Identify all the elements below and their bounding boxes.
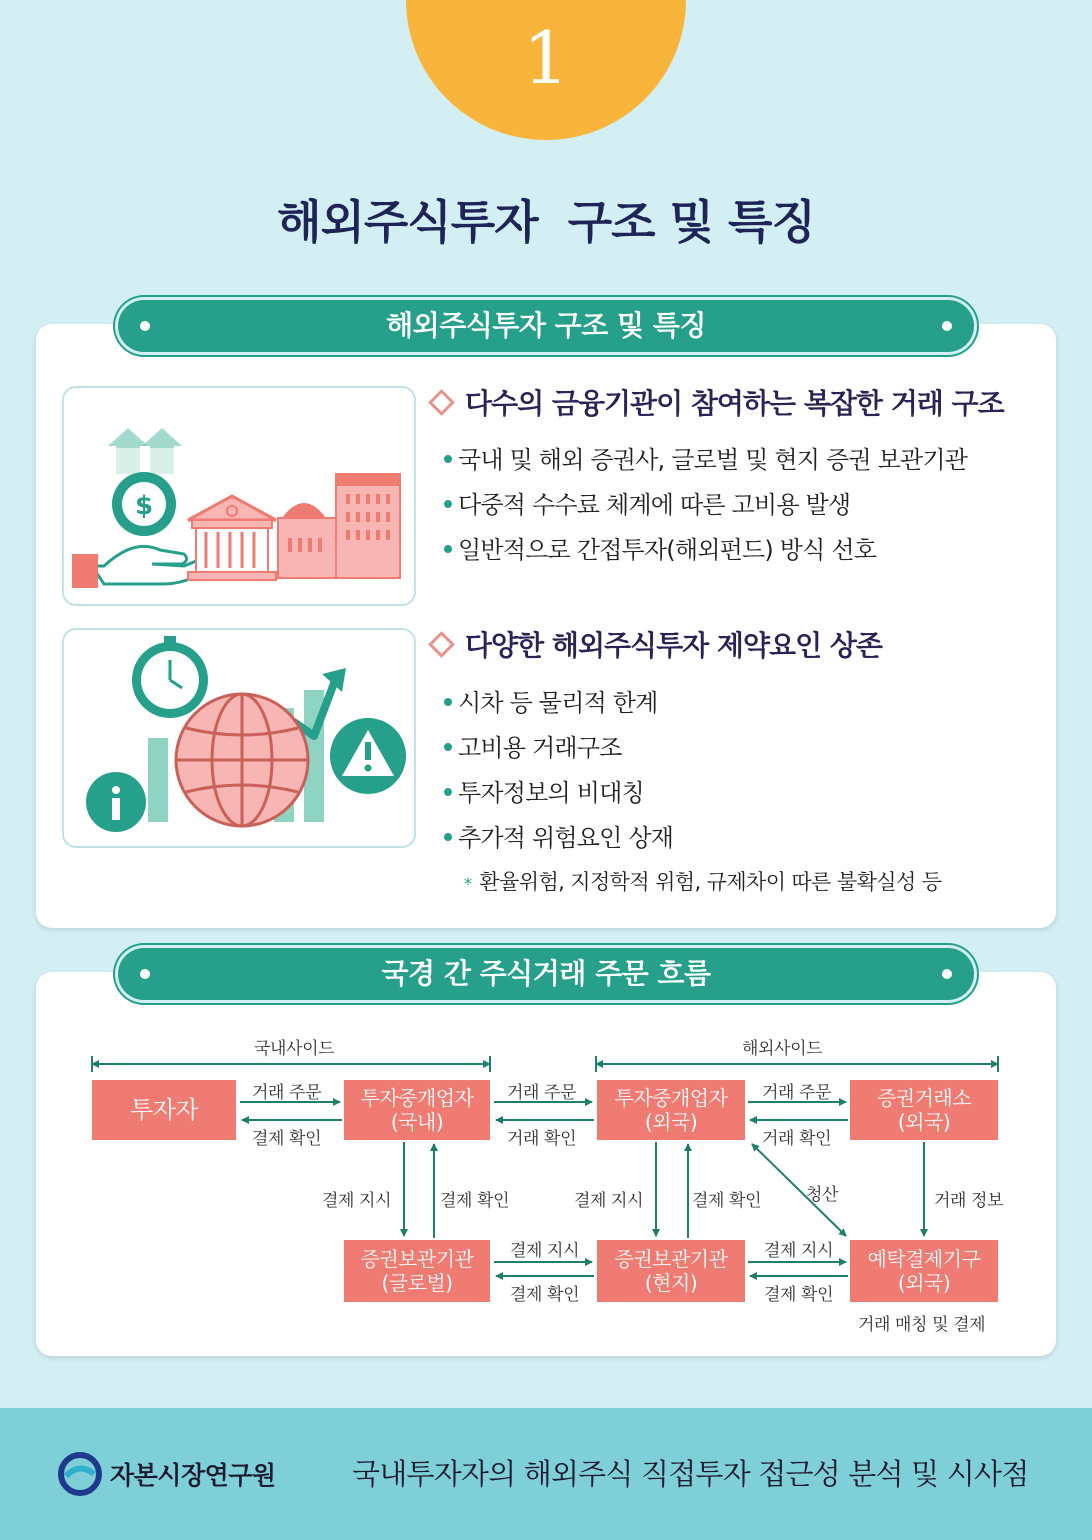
org-name: 자본시장연구원 (110, 1461, 276, 1490)
domestic-side-label: 국내사이드 (254, 1039, 335, 1059)
page-title: 해외주식투자 구조 및 특징 (277, 195, 815, 249)
flow-label: 거래 매칭 및 결제 (858, 1315, 986, 1335)
report-title: 국내투자자의 해외주식 직접투자 접근성 분석 및 시사점 (352, 1457, 1029, 1491)
flow-label: 결제 확인 (252, 1129, 322, 1149)
flow-label: 거래 주문 (762, 1083, 832, 1103)
local-custodian-box: 증권보관기관 (현지) (597, 1240, 745, 1302)
section-header-label: 국경 간 주식거래 주문 흐름 (381, 957, 711, 990)
structure-heading: 다수의 금융기관이 참여하는 복잡한 거래 구조 (428, 382, 1004, 422)
list-item: 국내 및 해외 증권사, 글로벌 및 현지 증권 보관기관 (444, 440, 967, 475)
flow-label: 거래 주문 (252, 1083, 322, 1103)
global-custodian-box: 증권보관기관 (글로벌) (344, 1240, 490, 1302)
flow-label: 결제 확인 (764, 1285, 834, 1305)
flow-label: 청산 (806, 1185, 839, 1205)
flow-label: 거래 정보 (934, 1191, 1004, 1211)
svg-text:$: $ (134, 491, 154, 521)
flow-label: 결제 지시 (322, 1191, 392, 1211)
flow-label: 결제 지시 (510, 1241, 580, 1261)
list-item: 일반적으로 간접투자(해외펀드) 방식 선호 (444, 530, 876, 565)
constraints-heading: 다양한 해외주식투자 제약요인 상존 (428, 624, 882, 664)
domestic-broker-box: 투자중개업자 (국내) (344, 1080, 490, 1140)
section-header-label: 해외주식투자 구조 및 특징 (386, 309, 706, 342)
list-item: 투자정보의 비대칭 (444, 773, 644, 808)
flow-label: 거래 확인 (507, 1129, 577, 1149)
flow-label: 거래 주문 (507, 1083, 577, 1103)
flow-label: 거래 확인 (762, 1129, 832, 1149)
list-item: 다중적 수수료 체계에 따른 고비용 발생 (444, 485, 850, 520)
foreign-exchange-box: 증권거래소 (외국) (850, 1080, 998, 1140)
note-marker: * (464, 874, 472, 893)
overseas-side-label: 해외사이드 (742, 1039, 823, 1059)
flow-label: 결제 지시 (764, 1241, 834, 1261)
investor-box: 투자자 (92, 1080, 236, 1140)
risk-note: * 환율위험, 지정학적 위험, 규제차이 따른 불확실성 등 (464, 870, 942, 894)
flow-label: 결제 확인 (510, 1285, 580, 1305)
foreign-broker-box: 투자중개업자 (외국) (597, 1080, 745, 1140)
list-item: 고비용 거래구조 (444, 728, 622, 763)
flow-label: 결제 확인 (692, 1191, 762, 1211)
kcmi-logo-icon (58, 1452, 102, 1496)
flow-label: 결제 확인 (440, 1191, 510, 1211)
list-item: 시차 등 물리적 한계 (444, 683, 658, 718)
csd-box: 예탁결제기구 (외국) (850, 1240, 998, 1302)
list-item: 추가적 위험요인 상재 (444, 818, 673, 853)
badge-number: 1 (523, 16, 569, 100)
flow-label: 결제 지시 (574, 1191, 644, 1211)
